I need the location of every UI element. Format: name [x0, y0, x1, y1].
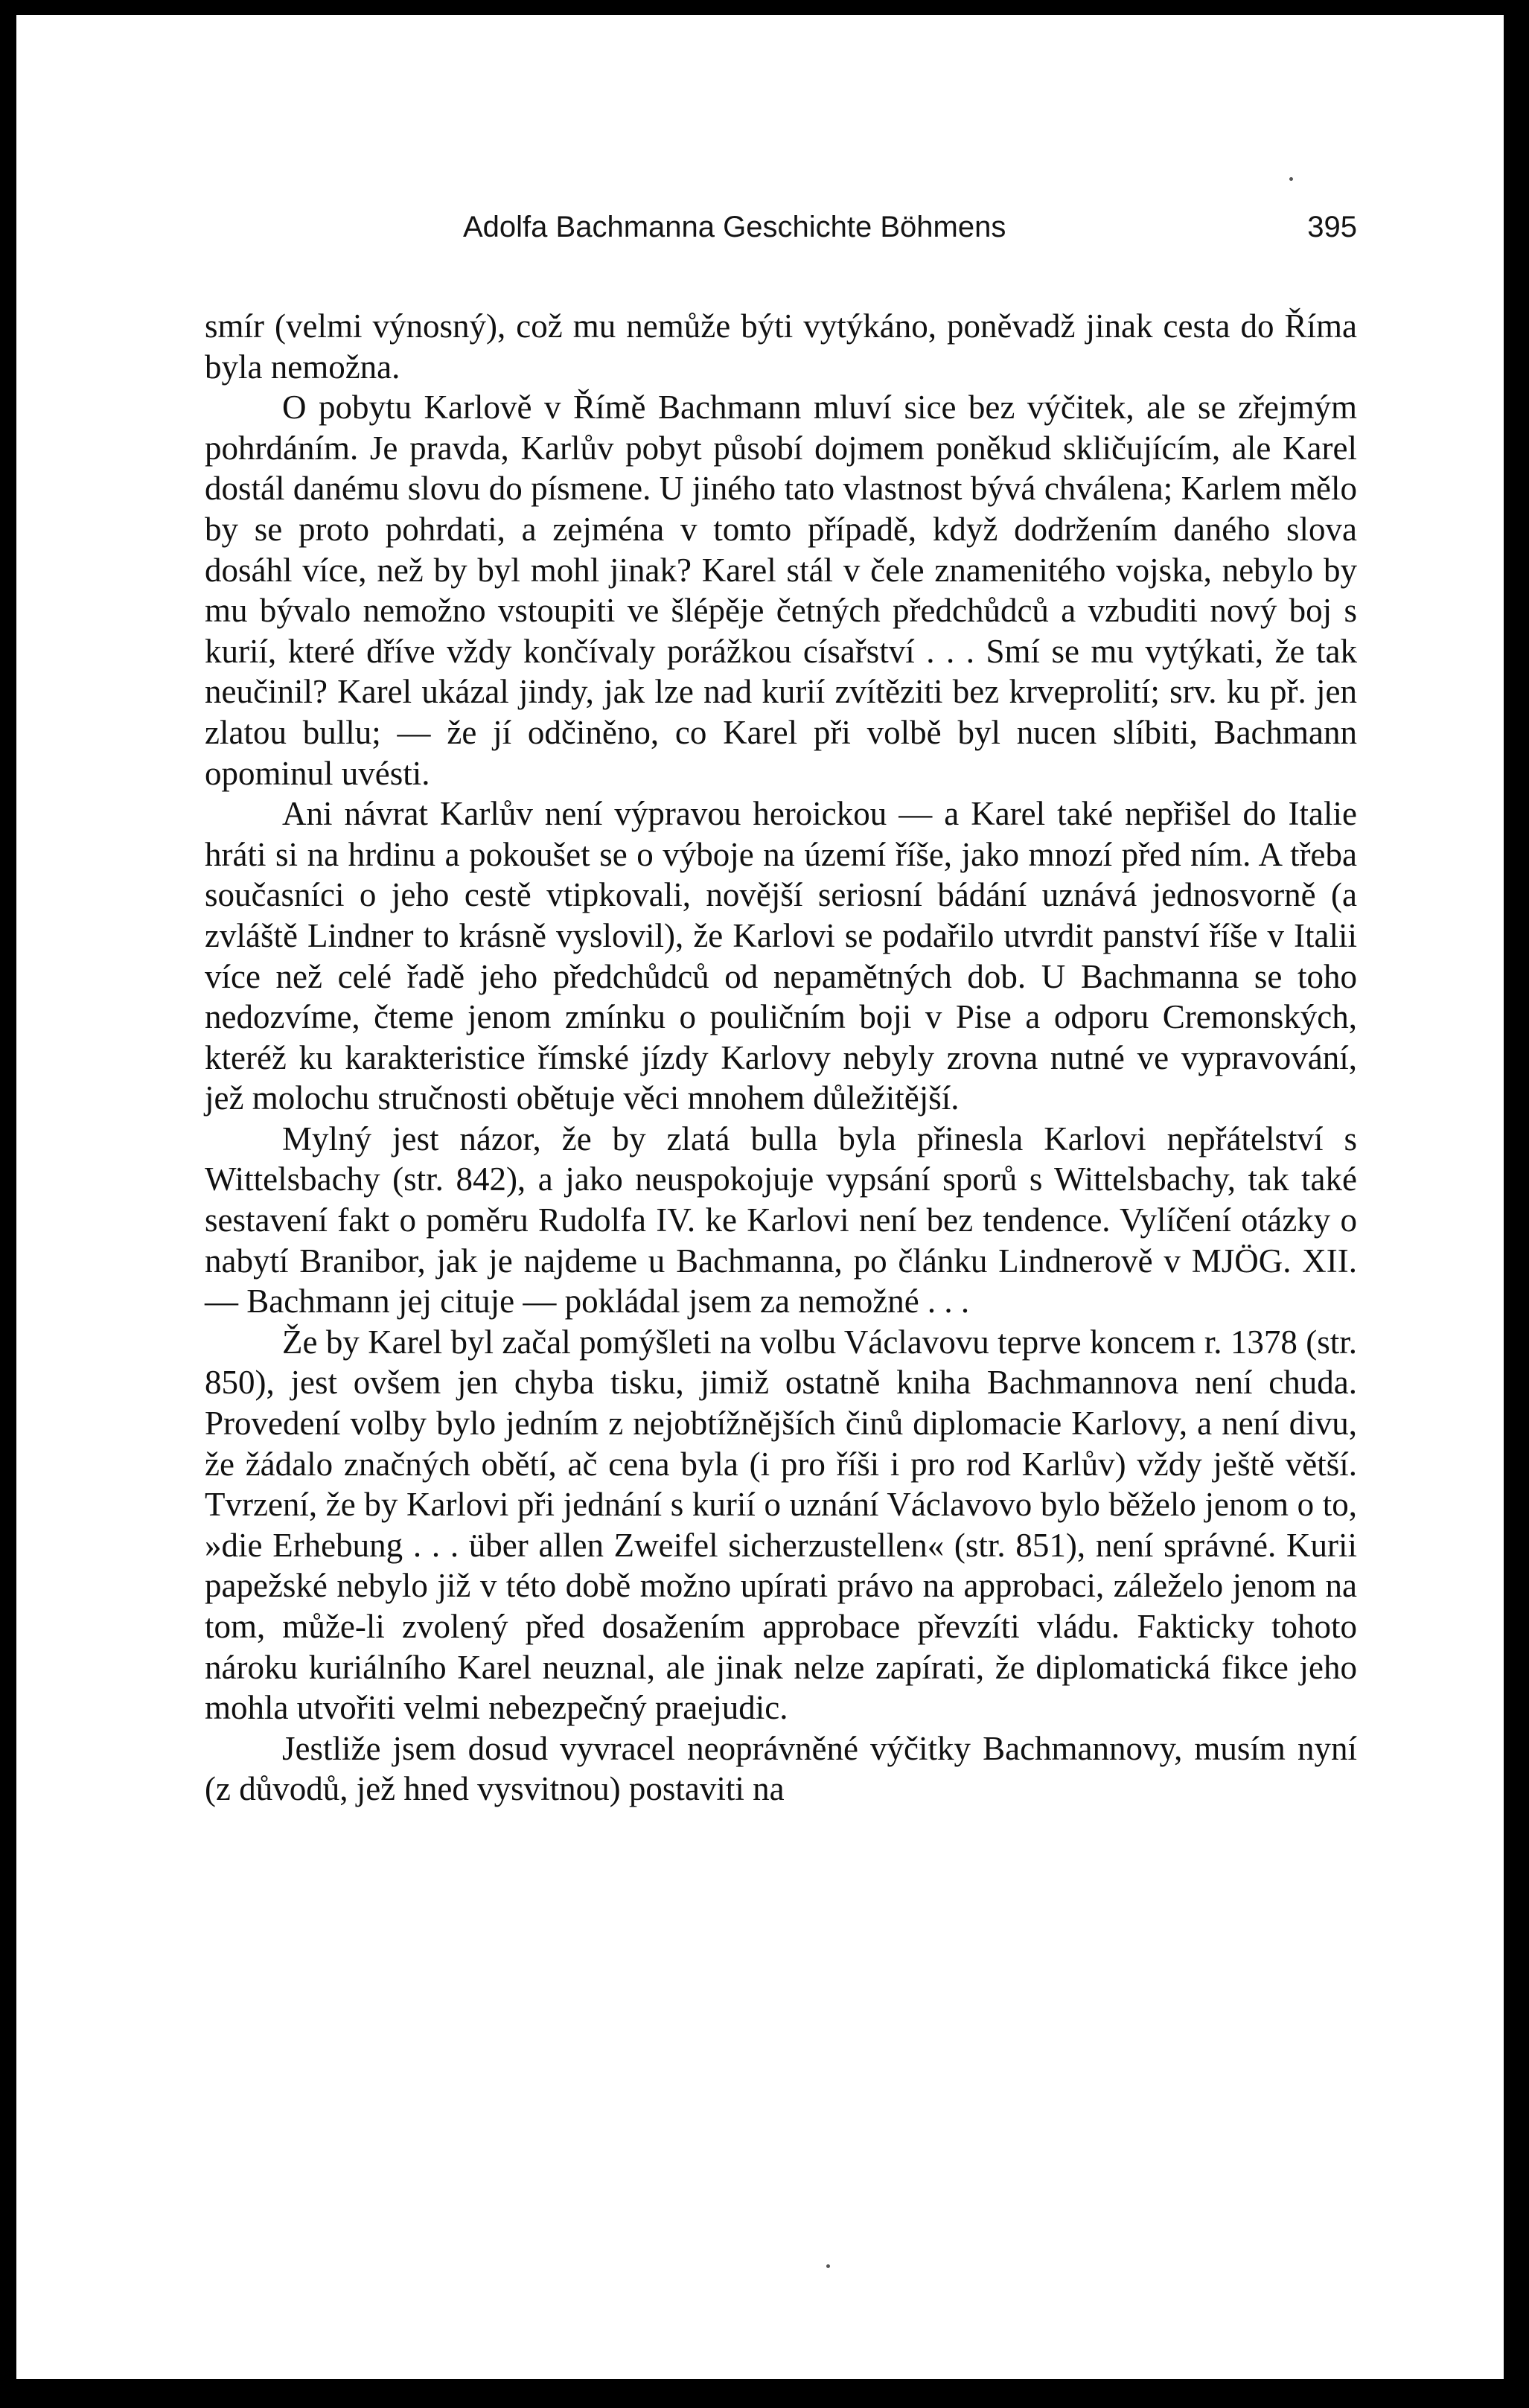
paragraph: Že by Karel byl začal pomýšleti na volbu Václavovu teprve koncem r. 1378 (str. 850), jest ovšem jen chyba tisku, jimiž ostatně kniha Bachmannova není chuda. Provedení volby bylo jedním z nejobtížnějších činů diplomacie Karlovy, a není divu, že žádalo značných obětí, ač cena byla (i pro říši i pro rod Karlův) vždy ještě větší. Tvrzení, že by Karlovi při jednání s kurií o uznání Václavovo bylo běželo jenom o to, »die Erhebung . . . über allen Zweifel sicherzustellen« (str. 851), není správné. Kurii papežské nebylo již v této době možno upírati právo na approbaci, záleželo jenom na tom, může-li zvolený před dosažením approbace převzíti vládu. Fakticky tohoto nároku kuriálního Karel neuznal, ale jinak nelze zapírati, že diplomatická fikce jeho mohla utvořiti velmi nebezpečný praejudic. [205, 1323, 1357, 1727]
page-number: 395 [1307, 211, 1357, 243]
paragraph: Jestliže jsem dosud vyvracel neoprávněné výčitky Bachmannovy, musím nyní (z důvodů, jež hned vysvitnou) postaviti na [205, 1729, 1357, 1808]
scan-speck [1289, 177, 1293, 181]
scan-speck [826, 2264, 830, 2268]
running-title: Adolfa Bachmanna Geschichte Böhmens [463, 211, 1006, 243]
paragraph: O pobytu Karlově v Římě Bachmann mluví sice bez výčitek, ale se zřejmým pohrdáním. Je pravda, Karlův pobyt působí dojmem poněkud skličujícím, ale Karel dostál danému slovu do písmene. U jiného tato vlastnost bývá chválena; Karlem mělo by se proto pohrdati, a zejména v tomto případě, když dodržením daného slova dosáhl více, než by byl mohl jinak? Karel stál v čele znamenitého vojska, nebylo by mu bývalo nemožno vstoupiti ve šlépěje četných předchůdců a vzbuditi nový boj s kurií, které dříve vždy končívaly porážkou císařství . . . Smí se mu vytýkati, že tak neučinil? Karel ukázal jindy, jak lze nad kurií zvítěziti bez krveprolití; srv. ku př. jen zlatou bullu; — že jí odčiněno, co Karel při volbě byl nucen slíbiti, Bachmann opominul uvésti. [205, 389, 1357, 792]
book-page [16, 15, 1504, 2379]
paragraph: Mylný jest názor, že by zlatá bulla byla přinesla Karlovi nepřátelství s Wittelsbachy (str. 842), a jako neuspokojuje vypsání sporů s Wittelsbachy, tak také sestavení fakt o poměru Rudolfa IV. ke Karlovi není bez tendence. Vylíčení otázky o nabytí Branibor, jak je najdeme u Bachmanna, po článku Lindnerově v MJÖG. XII. — Bachmann jej cituje — pokládal jsem za nemožné . . . [205, 1120, 1357, 1320]
body-text [205, 306, 1357, 1810]
running-header [205, 211, 1357, 255]
paragraph: Ani návrat Karlův není výpravou heroickou — a Karel také nepřišel do Italie hráti si na hrdinu a pokoušet se o výboje na území říše, jako mnozí před ním. A třeba současníci o jeho cestě vtipkovali, novější seriosní bádání uznává jednosvorně (a zvláště Lindner to krásně vyslovil), že Karlovi se podařilo utvrdit panství říše v Italii více než celé řadě jeho předchůdců od nepamětných dob. U Bachmanna se toho nedozvíme, čteme jenom zmínku o pouličním boji v Pise a odporu Cremonských, kteréž ku karakteristice římské jízdy Karlovy nebyly zrovna nutné ve vypravování, jež molochu stručnosti obětuje věci mnohem důležitější. [205, 795, 1357, 1117]
paragraph: smír (velmi výnosný), což mu nemůže býti vytýkáno, poněvadž jinak cesta do Říma byla nemožna. [205, 307, 1357, 386]
